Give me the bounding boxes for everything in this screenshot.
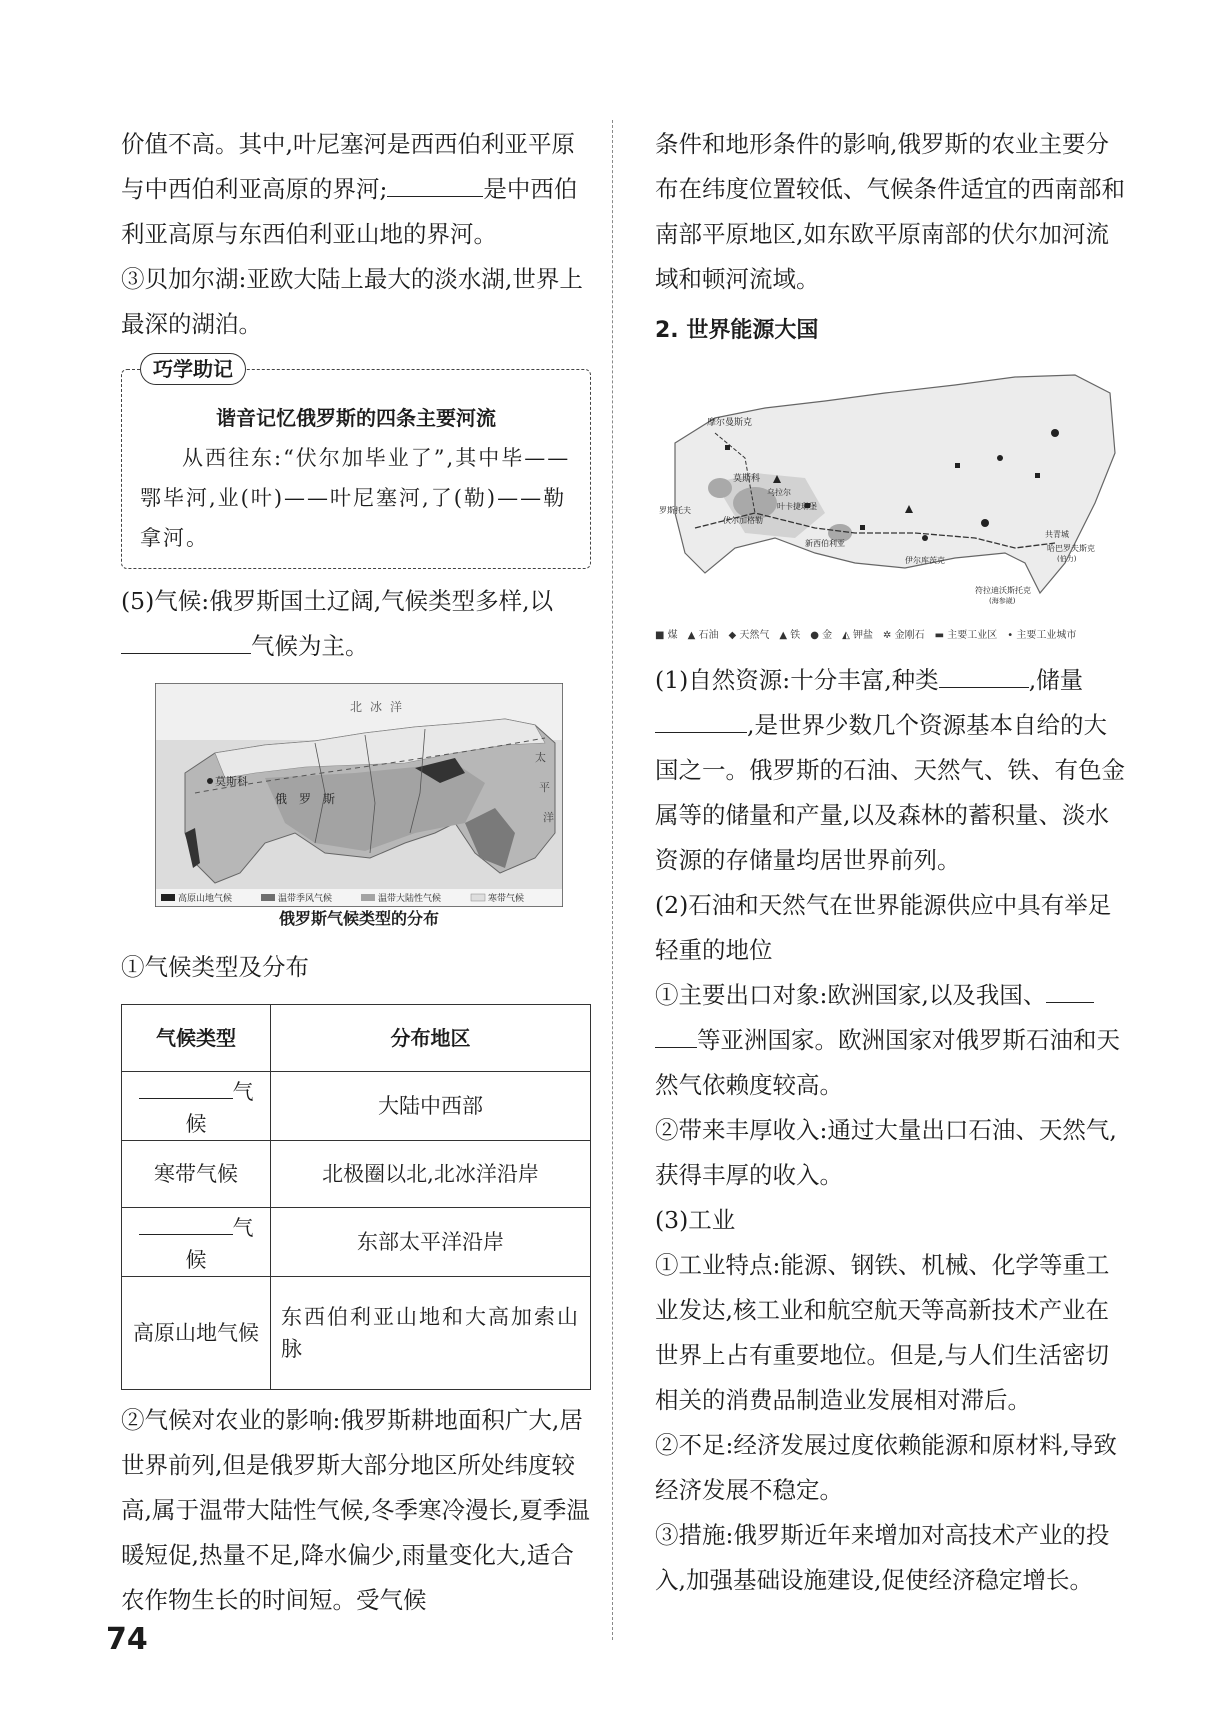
moscow-marker	[207, 778, 213, 784]
moscow-label: 莫斯科	[215, 775, 248, 788]
russia-label: 俄罗斯	[275, 792, 348, 806]
table-cell-type: 气候	[122, 1072, 271, 1141]
paragraph-baikal: ③贝加尔湖:亚欧大陆上最大的淡水湖,世界上最深的湖泊。	[121, 265, 583, 338]
legend-industrial-city: • 主要工业城市	[1007, 630, 1077, 641]
climate-map	[155, 683, 563, 907]
table-cell-type: 寒带气候	[122, 1141, 271, 1208]
resource-map-legend	[655, 628, 1125, 644]
legend-continental: 温带大陆性气候	[378, 894, 442, 904]
map-label-irkutsk: 伊尔库茨克	[905, 556, 945, 565]
paragraph-rivers: 价值不高。其中,叶尼塞河是西西伯利亚平原与中西伯利亚高原的界河; 是中西伯利亚高原与东西伯利亚山地的界河。	[121, 130, 578, 248]
map-label-ural: 乌拉尔	[767, 488, 791, 497]
table-row	[122, 1208, 591, 1277]
map-label-murmansk: 摩尔曼斯克	[707, 418, 753, 428]
answer-blank[interactable]	[139, 1208, 233, 1235]
legend-iron: ▲ 铁	[779, 630, 801, 641]
memory-tip-box	[121, 357, 591, 569]
climate-map-figure	[155, 683, 563, 931]
map-label-vladivostok: 符拉迪沃斯托克	[975, 586, 1031, 595]
legend-swatch-continental	[361, 894, 375, 901]
paragraph-agriculture: ②气候对农业的影响:俄罗斯耕地面积广大,居世界前列,但是俄罗斯大部分地区所处纬度较高,属于温带大陆性气候,冬季寒冷漫长,夏季温暖短促,热量不足,降水偏少,雨量变化大,适合农作物生长的时间短。受气候	[121, 1406, 590, 1614]
map-label-khabarovsk: 哈巴罗夫斯克	[1047, 544, 1095, 553]
legend-diamond: ✲ 金刚石	[883, 630, 925, 641]
map-label-moscow: 莫斯科	[733, 474, 761, 484]
table-row	[122, 1072, 591, 1141]
legend-monsoon: 温带季风气候	[278, 894, 333, 904]
table-intro: ①气候类型及分布	[121, 953, 309, 981]
answer-blank[interactable]	[655, 1021, 697, 1048]
paragraph-oil-gas: (2)石油和天然气在世界能源供应中具有举足轻重的地位	[655, 891, 1112, 964]
legend-tundra: 寒带气候	[488, 894, 525, 904]
answer-blank[interactable]	[655, 706, 747, 733]
table-cell-region: 东西伯利亚山地和大高加索山脉	[271, 1277, 591, 1390]
map-label-chelyabinsk: 叶卡捷琳堡	[777, 502, 817, 511]
legend-swatch-tundra	[471, 894, 485, 901]
answer-blank[interactable]	[121, 627, 251, 654]
legend-gas: ◆ 天然气	[728, 630, 770, 641]
legend-highland: 高原山地气候	[178, 894, 233, 904]
table-cell-region: 大陆中西部	[271, 1072, 591, 1141]
right-column	[655, 122, 1127, 1603]
memory-tip-title: 谐音记忆俄罗斯的四条主要河流	[216, 406, 496, 430]
pacific-label-3: 洋	[543, 811, 554, 824]
map-label-novosibirsk: 新西伯利亚	[805, 539, 845, 548]
table-header-type: 气候类型	[122, 1005, 271, 1072]
table-row	[122, 1277, 591, 1390]
resource-map-figure	[655, 363, 1125, 644]
legend-swatch-monsoon	[261, 894, 275, 901]
arctic-ocean-label: 北冰洋	[350, 700, 411, 714]
paragraph-export: ①主要出口对象:欧洲国家,以及我国、 等亚洲国家。欧洲国家对俄罗斯石油和天然气依赖度较高。	[655, 973, 1127, 1108]
map-label-komsomolsk: 共青城	[1045, 530, 1069, 539]
memory-tip-tag: 巧学助记	[140, 353, 246, 385]
resource-map	[655, 363, 1125, 613]
climate-map-caption: 俄罗斯气候类型的分布	[278, 909, 439, 928]
pacific-label-2: 平	[539, 781, 550, 794]
legend-swatch-highland	[161, 894, 175, 901]
answer-blank[interactable]	[1046, 976, 1094, 1003]
table-cell-type: 气候	[122, 1208, 271, 1277]
table-header-row	[122, 1005, 591, 1072]
legend-potash: ◭ 钾盐	[842, 630, 874, 641]
paragraph-resources: (1)自然资源:十分丰富,种类 ,储量 ,是世界少数几个资源基本自给的大国之一。俄罗斯的石油、天然气、铁、有色金属等的储量和产量,以及森林的蓄积量、淡水资源的存储量均居世界前列。	[655, 658, 1127, 883]
table-cell-type: 高原山地气候	[122, 1277, 271, 1390]
pacific-label-1: 太	[535, 751, 546, 764]
paragraph-industry-heading: (3)工业	[655, 1206, 736, 1234]
industrial-area-west	[708, 478, 732, 498]
answer-blank[interactable]	[939, 661, 1029, 688]
map-label-vladivostok-note: (海参崴)	[989, 597, 1016, 605]
legend-coal: ■ 煤	[655, 630, 678, 641]
answer-blank[interactable]	[387, 170, 483, 197]
paragraph-climate: (5)气候:俄罗斯国土辽阔,气候类型多样,以 气候为主。	[121, 587, 554, 660]
paragraph-industry-shortcoming: ②不足:经济发展过度依赖能源和原材料,导致经济发展不稳定。	[655, 1431, 1117, 1504]
section-heading-energy: 2. 世界能源大国	[655, 318, 819, 343]
column-divider	[612, 120, 613, 1640]
table-cell-region: 东部太平洋沿岸	[271, 1208, 591, 1277]
table-row	[122, 1141, 591, 1208]
page-number: 74	[106, 1622, 148, 1657]
legend-gold: ● 金	[810, 630, 833, 641]
map-label-khabarovsk-note: (伯力)	[1057, 555, 1077, 563]
paragraph-agriculture-cont: 条件和地形条件的影响,俄罗斯的农业主要分布在纬度位置较低、气候条件适宜的西南部和南部平原地区,如东欧平原南部的伏尔加河流域和顿河流域。	[655, 130, 1125, 293]
map-label-rostov: 罗斯托夫	[659, 506, 691, 515]
map-label-volgograd: 伏尔加格勒	[723, 516, 763, 525]
answer-blank[interactable]	[139, 1072, 233, 1099]
legend-oil: ▲ 石油	[687, 630, 719, 641]
table-header-region: 分布地区	[271, 1005, 591, 1072]
left-column	[121, 122, 591, 1623]
table-cell-region: 北极圈以北,北冰洋沿岸	[271, 1141, 591, 1208]
paragraph-industry-features: ①工业特点:能源、钢铁、机械、化学等重工业发达,核工业和航空航天等高新技术产业在世界上占有重要地位。但是,与人们生活密切相关的消费品制造业发展相对滞后。	[655, 1251, 1110, 1414]
paragraph-income: ②带来丰厚收入:通过大量出口石油、天然气,获得丰厚的收入。	[655, 1116, 1117, 1189]
climate-table	[121, 1004, 591, 1390]
memory-tip-body: 从西往东:“伏尔加毕业了”,其中毕——鄂毕河,业(叶)——叶尼塞河,了(勒)——勒拿河。	[140, 446, 571, 550]
legend-industrial-area: ▬ 主要工业区	[934, 630, 998, 641]
paragraph-industry-measures: ③措施:俄罗斯近年来增加对高技术产业的投入,加强基础设施建设,促使经济稳定增长。	[655, 1521, 1110, 1594]
